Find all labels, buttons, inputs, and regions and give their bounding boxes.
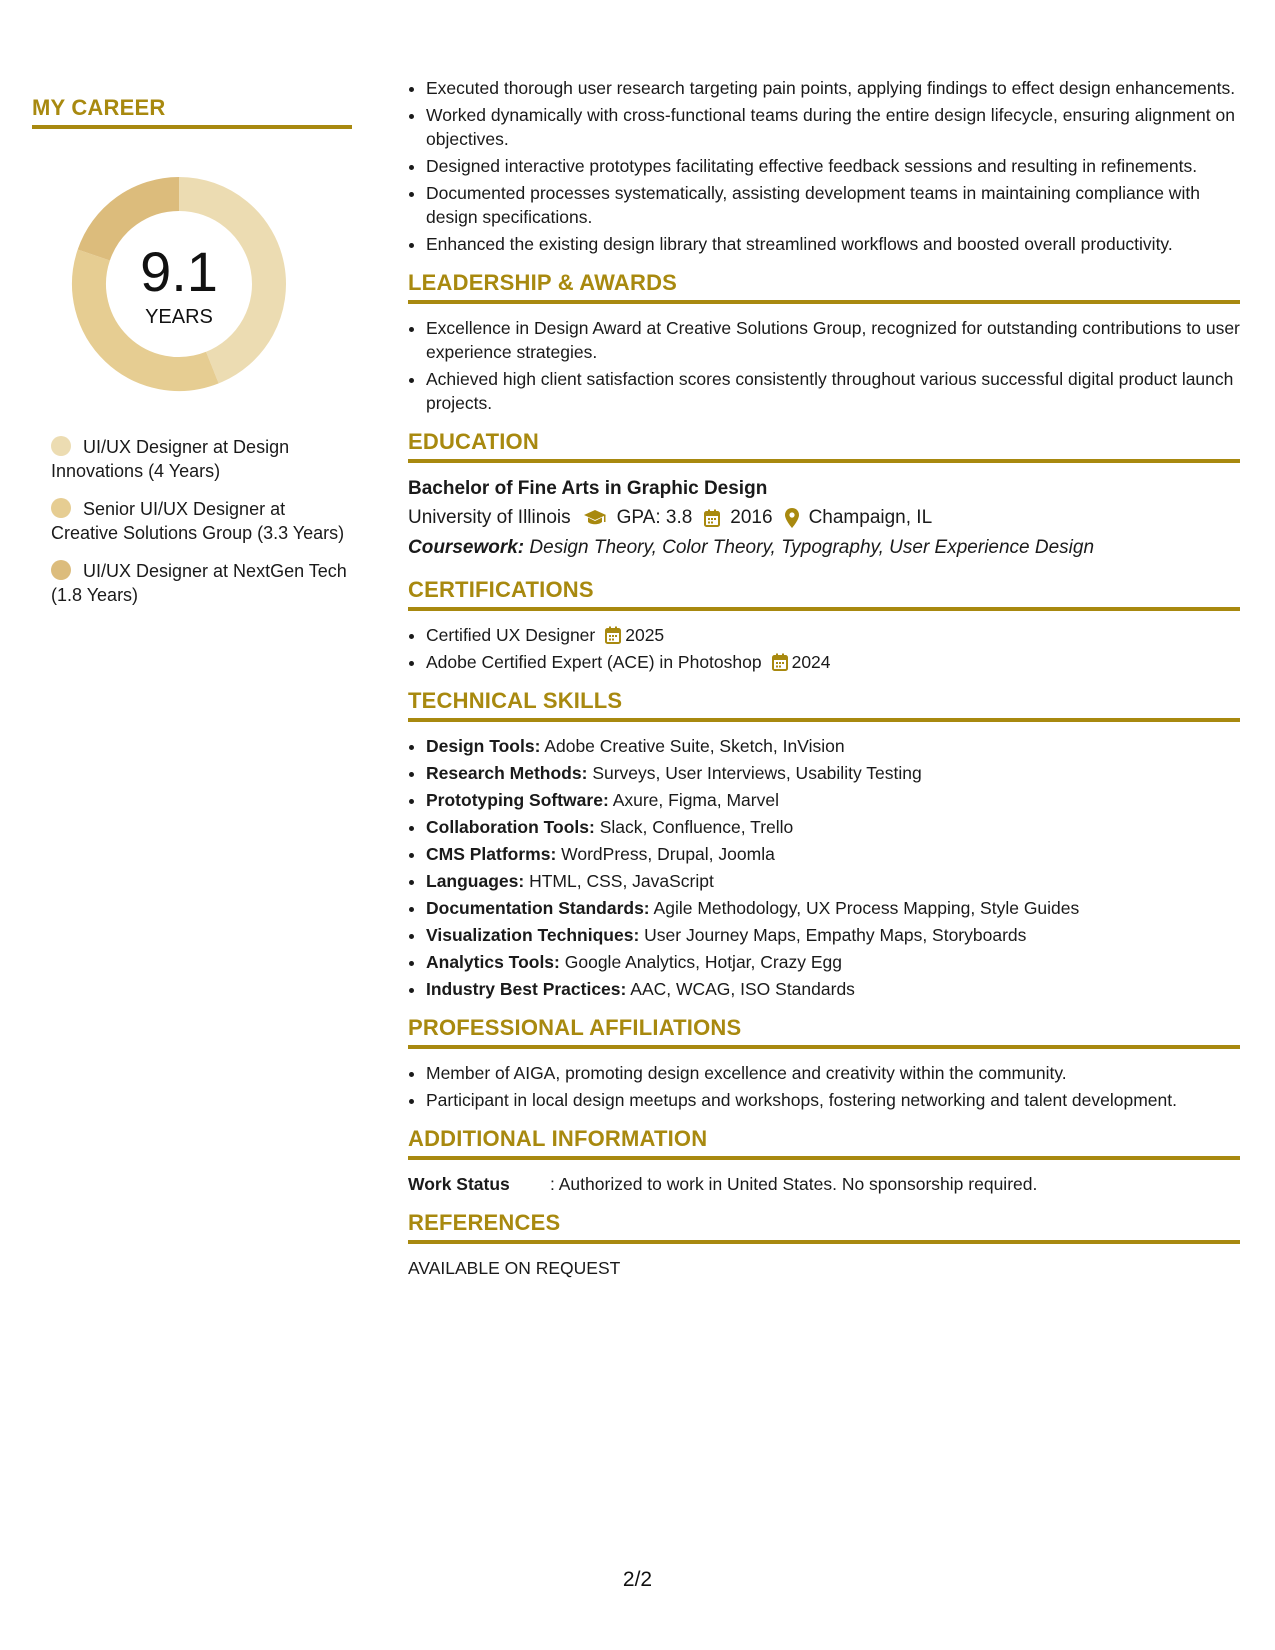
experience-bullets: [408, 76, 1240, 256]
skill-value: AAC, WCAG, ISO Standards: [630, 979, 855, 999]
legend-item: [51, 497, 352, 545]
skill-label: Research Methods:: [426, 763, 588, 783]
list-item: • Worked dynamically with cross-functional teams during the entire design lifecycle, ensuring alignment on objectives.: [426, 103, 1240, 151]
legend-dot: [51, 560, 71, 580]
section-title: TECHNICAL SKILLS: [408, 688, 1240, 722]
list-item: • Enhanced the existing design library that streamlined workflows and boosted overall productivity.: [426, 232, 1240, 256]
career-donut-chart: [64, 169, 294, 399]
list-item: [426, 815, 1240, 839]
certification-year: 2025: [625, 625, 665, 645]
section-title: PROFESSIONAL AFFILIATIONS: [408, 1015, 1240, 1049]
gpa: GPA: 3.8: [616, 507, 693, 528]
skill-label: Design Tools:: [426, 736, 541, 756]
skill-value: WordPress, Drupal, Joomla: [561, 844, 775, 864]
work-status-row: [408, 1172, 1240, 1196]
legend-label: UI/UX Designer at Design Innovations (4 Years): [51, 437, 290, 481]
career-sidebar: [32, 95, 352, 621]
list-item: • Participant in local design meetups and workshops, fostering networking and talent development.: [426, 1088, 1240, 1112]
references-text: AVAILABLE ON REQUEST: [408, 1258, 621, 1278]
skill-value: Agile Methodology, UX Process Mapping, Style Guides: [653, 898, 1080, 918]
location-pin-icon: [785, 508, 799, 528]
skill-value: Surveys, User Interviews, Usability Testing: [592, 763, 922, 783]
skill-label: CMS Platforms:: [426, 844, 557, 864]
coursework-label: Coursework:: [408, 537, 525, 558]
legend-label: Senior UI/UX Designer at Creative Solutions Group (3.3 Years): [51, 499, 345, 543]
graduation-year: 2016: [730, 507, 773, 528]
career-title: MY CAREER: [32, 95, 352, 129]
main-content: [408, 76, 1240, 1294]
section-title: ADDITIONAL INFORMATION: [408, 1126, 1240, 1160]
skill-value: User Journey Maps, Empathy Maps, Storyboards: [644, 925, 1027, 945]
graduation-cap-icon: [583, 509, 607, 527]
list-item: [426, 950, 1240, 974]
list-item: • Executed thorough user research targeting pain points, applying findings to effect design enhancements.: [426, 76, 1240, 100]
list-item: [426, 734, 1240, 758]
list-item: [426, 761, 1240, 785]
work-status-value: : Authorized to work in United States. No sponsorship required.: [550, 1174, 1038, 1194]
skill-value: HTML, CSS, JavaScript: [529, 871, 714, 891]
education-section: [408, 429, 1240, 563]
career-total-years: 9.1: [140, 239, 218, 303]
list-item: [426, 896, 1240, 920]
degree: Bachelor of Fine Arts in Graphic Design: [408, 478, 768, 499]
career-legend: [32, 435, 352, 607]
certifications-section: [408, 577, 1240, 674]
skill-label: Analytics Tools:: [426, 952, 560, 972]
skill-value: Slack, Confluence, Trello: [599, 817, 794, 837]
list-item: • Excellence in Design Award at Creative Solutions Group, recognized for outstanding contributions to user experience strategies.: [426, 316, 1240, 364]
skill-label: Languages:: [426, 871, 525, 891]
skill-value: Google Analytics, Hotjar, Crazy Egg: [564, 952, 842, 972]
career-total-unit: YEARS: [145, 305, 213, 328]
education-details: [408, 503, 1240, 533]
section-title: LEADERSHIP & AWARDS: [408, 270, 1240, 304]
list-item: [426, 842, 1240, 866]
certification-name: Certified UX Designer: [426, 625, 596, 645]
coursework-list: Design Theory, Color Theory, Typography, User Experience Design: [529, 537, 1095, 558]
legend-dot: [51, 498, 71, 518]
skill-label: Collaboration Tools:: [426, 817, 595, 837]
additional-info-section: [408, 1126, 1240, 1196]
skill-label: Documentation Standards:: [426, 898, 650, 918]
skill-label: Industry Best Practices:: [426, 979, 627, 999]
certification-year: 2024: [791, 652, 831, 672]
calendar-icon: [772, 653, 788, 671]
skill-label: Visualization Techniques:: [426, 925, 640, 945]
certification-name: Adobe Certified Expert (ACE) in Photoshop: [426, 652, 762, 672]
list-item: [426, 923, 1240, 947]
list-item: [426, 977, 1240, 1001]
legend-label: UI/UX Designer at NextGen Tech (1.8 Years): [51, 561, 347, 605]
list-item: • Member of AIGA, promoting design excellence and creativity within the community.: [426, 1061, 1240, 1085]
affiliations-section: [408, 1015, 1240, 1112]
list-item: [426, 788, 1240, 812]
list-item: [426, 869, 1240, 893]
legend-item: [51, 559, 352, 607]
list-item: [426, 623, 1240, 647]
calendar-icon: [704, 509, 720, 527]
section-title: REFERENCES: [408, 1210, 1240, 1244]
skill-value: Axure, Figma, Marvel: [612, 790, 779, 810]
page-number: 2/2: [622, 1568, 653, 1591]
section-title: EDUCATION: [408, 429, 1240, 463]
coursework: [408, 533, 1240, 563]
list-item: • Designed interactive prototypes facilitating effective feedback sessions and resulting in refinements.: [426, 154, 1240, 178]
skills-section: [408, 688, 1240, 1001]
leadership-section: [408, 270, 1240, 415]
legend-item: [51, 435, 352, 483]
list-item: • Achieved high client satisfaction scores consistently throughout various successful digital product launch projects.: [426, 367, 1240, 415]
list-item: [426, 650, 1240, 674]
references-section: [408, 1210, 1240, 1280]
skill-value: Adobe Creative Suite, Sketch, InVision: [544, 736, 845, 756]
calendar-icon: [605, 626, 621, 644]
list-item: • Documented processes systematically, assisting development teams in maintaining compliance with design specifications.: [426, 181, 1240, 229]
legend-dot: [51, 436, 71, 456]
location: Champaign, IL: [808, 507, 933, 528]
work-status-label: Work Status: [408, 1174, 510, 1194]
school: University of Illinois: [408, 507, 571, 528]
section-title: CERTIFICATIONS: [408, 577, 1240, 611]
skill-label: Prototyping Software:: [426, 790, 609, 810]
